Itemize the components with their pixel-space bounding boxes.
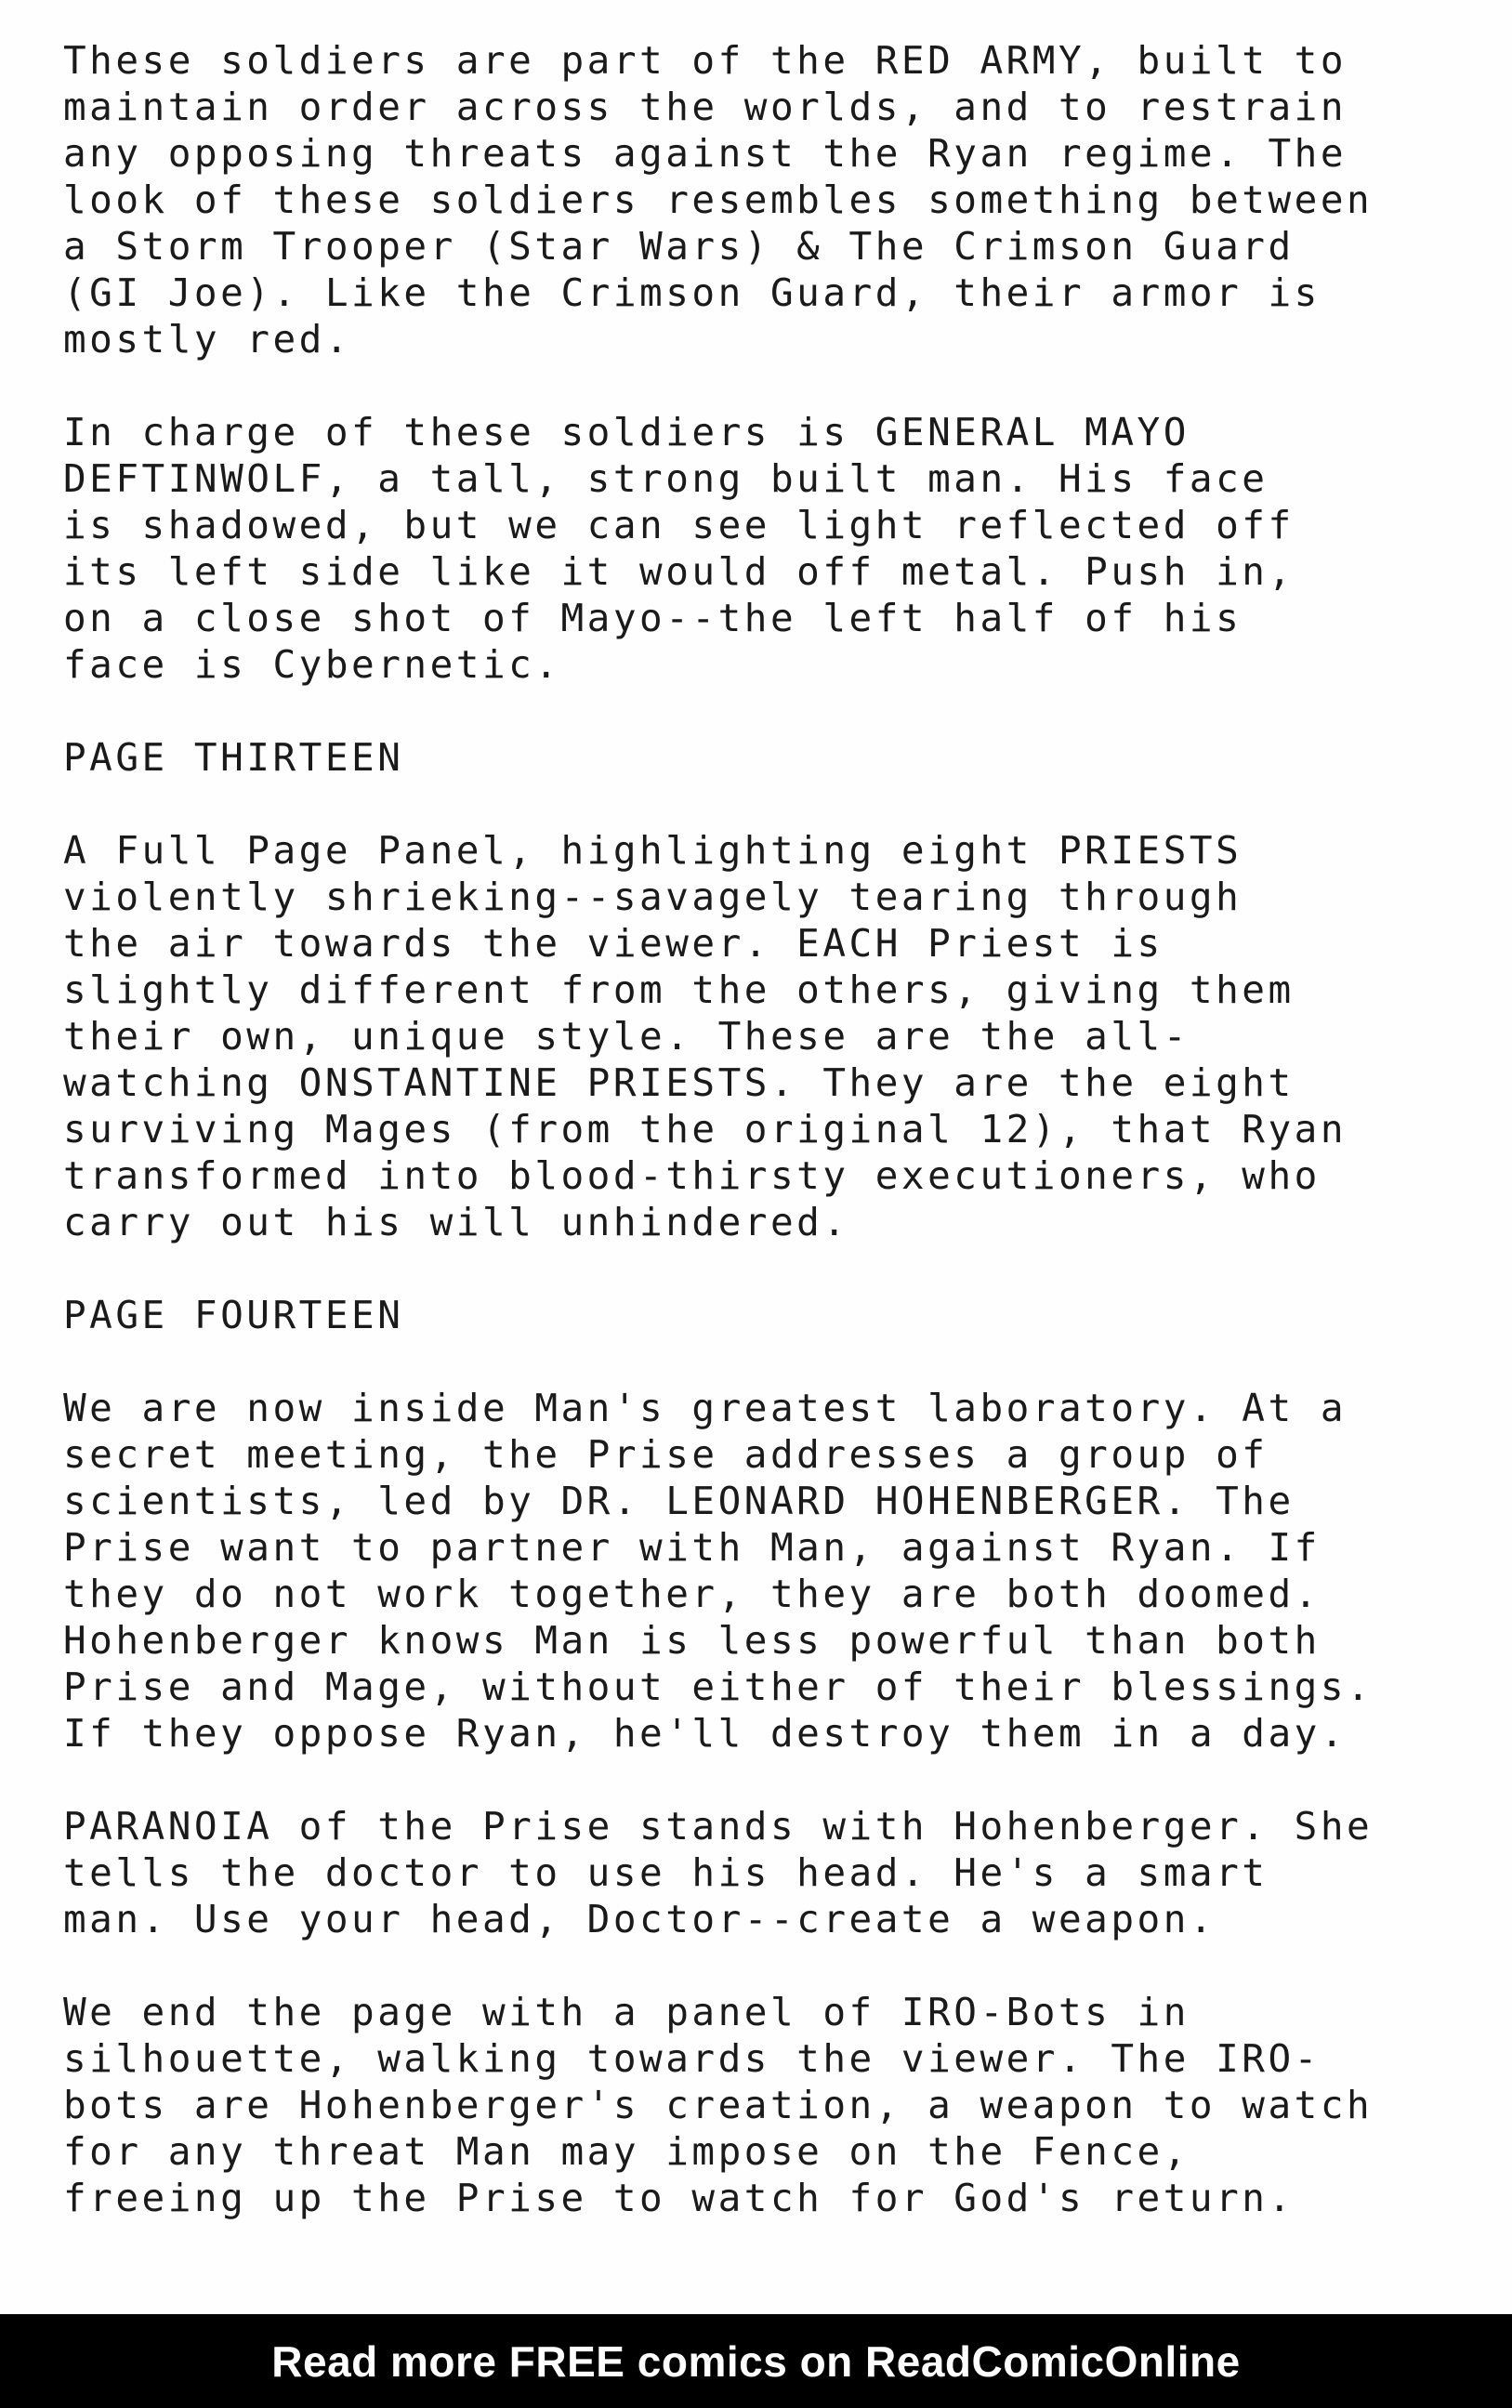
paragraph-laboratory: We are now inside Man's greatest laboratory. At a secret meeting, the Prise addresses a group of scientists, led by DR. LEONARD HOHENBERGER. The Prise want to partner with Man, against Ryan. If they do not work together, they are both doomed. Hohenberger knows Man is less powerful than both Prise and Mage, without either of their blessings. If they oppose Ryan, he'll destroy them in a day.: [63, 1386, 1374, 1756]
promo-footer-link[interactable]: Read more FREE comics on ReadComicOnline: [271, 2336, 1241, 2386]
paragraph-general-mayo: In charge of these soldiers is GENERAL MAYO DEFTINWOLF, a tall, strong built man. His face is shadowed, but we can see light reflected off its left side like it would off metal. Push in, on a close shot of Mayo--the left half of his face is Cybernetic.: [63, 410, 1295, 687]
heading-page-thirteen: PAGE THIRTEEN: [63, 735, 404, 780]
paragraph-paranoia: PARANOIA of the Prise stands with Hohenberger. She tells the doctor to use his head. He's a smart man. Use your head, Doctor--create a weapon.: [63, 1804, 1374, 1941]
paragraph-red-army: These soldiers are part of the RED ARMY, built to maintain order across the worlds, and to restrain any opposing threats against the Ryan regime. The look of these soldiers resembles something between a Storm Trooper (Star Wars) & The Crimson Guard (GI Joe). Like the Crimson Guard, their armor is mostly red.: [63, 38, 1374, 362]
heading-page-fourteen: PAGE FOURTEEN: [63, 1293, 404, 1337]
promo-footer-banner[interactable]: [0, 2314, 1512, 2408]
paragraph-priests: A Full Page Panel, highlighting eight PRIESTS violently shrieking--savagely tearing through the air towards the viewer. EACH Priest is slightly different from the others, giving them their own, unique style. These are the all- watching ONSTANTINE PRIESTS. They are the eight surviving Mages (from the original 12), that Ryan transformed into blood-thirsty executioners, who carry out his will unhindered.: [63, 828, 1348, 1244]
paragraph-iro-bots: We end the page with a panel of IRO-Bots in silhouette, walking towards the viewer. The IRO- bots are Hohenberger's creation, a weapon to watch for any threat Man may impose on the Fence, freeing up the Prise to watch for God's return.: [63, 1990, 1374, 2220]
script-text: [63, 37, 1476, 2268]
